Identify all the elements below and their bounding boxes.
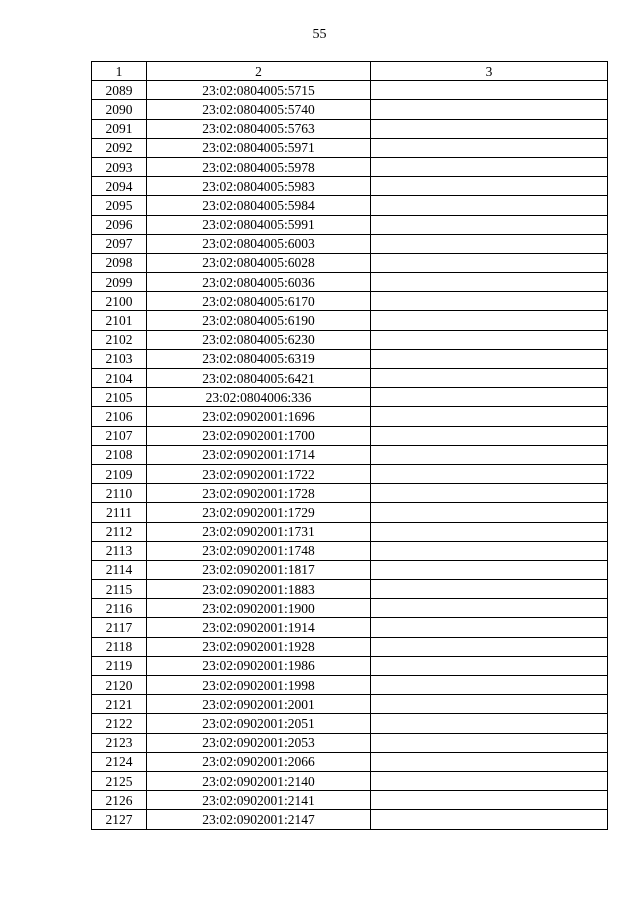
row-number-cell: 2112 (92, 522, 147, 541)
row-number-cell: 2115 (92, 580, 147, 599)
table-row (92, 464, 608, 483)
cadastral-number-cell: 23:02:0902001:1696 (147, 407, 371, 426)
notes-cell (371, 330, 608, 349)
row-number-cell: 2121 (92, 695, 147, 714)
table-row (92, 157, 608, 176)
table-row (92, 369, 608, 388)
row-number-cell: 2101 (92, 311, 147, 330)
cadastral-number-cell: 23:02:0804005:6421 (147, 369, 371, 388)
cadastral-number-cell: 23:02:0902001:2147 (147, 810, 371, 829)
row-number-cell: 2102 (92, 330, 147, 349)
row-number-cell: 2104 (92, 369, 147, 388)
notes-cell (371, 560, 608, 579)
row-number-cell: 2106 (92, 407, 147, 426)
row-number-cell: 2120 (92, 676, 147, 695)
table-row (92, 273, 608, 292)
cadastral-number-cell: 23:02:0902001:2051 (147, 714, 371, 733)
row-number-cell: 2099 (92, 273, 147, 292)
row-number-cell: 2091 (92, 119, 147, 138)
table-row (92, 234, 608, 253)
table-row (92, 138, 608, 157)
table-row (92, 676, 608, 695)
table-row (92, 445, 608, 464)
notes-cell (371, 771, 608, 790)
row-number-cell: 2117 (92, 618, 147, 637)
notes-cell (371, 580, 608, 599)
notes-cell (371, 599, 608, 618)
notes-cell (371, 810, 608, 829)
page-number: 55 (312, 27, 327, 42)
row-number-cell: 2094 (92, 177, 147, 196)
row-number-cell: 2111 (92, 503, 147, 522)
row-number-cell: 2110 (92, 484, 147, 503)
row-number-cell: 2089 (92, 81, 147, 100)
notes-cell (371, 752, 608, 771)
notes-cell (371, 637, 608, 656)
cadastral-number-cell: 23:02:0804005:5978 (147, 157, 371, 176)
row-number-cell: 2126 (92, 791, 147, 810)
column-header-2: 2 (147, 62, 371, 81)
notes-cell (371, 157, 608, 176)
cadastral-number-cell: 23:02:0804005:5991 (147, 215, 371, 234)
notes-cell (371, 484, 608, 503)
cadastral-number-cell: 23:02:0902001:1998 (147, 676, 371, 695)
table-row (92, 196, 608, 215)
notes-cell (371, 253, 608, 272)
table-row (92, 560, 608, 579)
notes-cell (371, 426, 608, 445)
cadastral-number-cell: 23:02:0804005:6230 (147, 330, 371, 349)
cadastral-number-cell: 23:02:0902001:1729 (147, 503, 371, 522)
table-body (92, 81, 608, 829)
cadastral-number-cell: 23:02:0804005:6036 (147, 273, 371, 292)
row-number-cell: 2105 (92, 388, 147, 407)
notes-cell (371, 369, 608, 388)
row-number-cell: 2097 (92, 234, 147, 253)
cadastral-number-cell: 23:02:0902001:2140 (147, 771, 371, 790)
table-row (92, 503, 608, 522)
row-number-cell: 2119 (92, 656, 147, 675)
table-row (92, 388, 608, 407)
cadastral-number-cell: 23:02:0902001:2053 (147, 733, 371, 752)
cadastral-number-cell: 23:02:0804005:6170 (147, 292, 371, 311)
notes-cell (371, 464, 608, 483)
row-number-cell: 2107 (92, 426, 147, 445)
table-row (92, 656, 608, 675)
row-number-cell: 2123 (92, 733, 147, 752)
notes-cell (371, 349, 608, 368)
cadastral-number-cell: 23:02:0902001:1986 (147, 656, 371, 675)
table-header-row (92, 62, 608, 81)
notes-cell (371, 196, 608, 215)
cadastral-number-cell: 23:02:0902001:1883 (147, 580, 371, 599)
row-number-cell: 2127 (92, 810, 147, 829)
table-row (92, 330, 608, 349)
table-row (92, 599, 608, 618)
notes-cell (371, 445, 608, 464)
table-row (92, 752, 608, 771)
table-row (92, 541, 608, 560)
notes-cell (371, 733, 608, 752)
cadastral-number-cell: 23:02:0804005:6028 (147, 253, 371, 272)
row-number-cell: 2118 (92, 637, 147, 656)
notes-cell (371, 100, 608, 119)
table-row (92, 292, 608, 311)
row-number-cell: 2096 (92, 215, 147, 234)
notes-cell (371, 138, 608, 157)
cadastral-number-cell: 23:02:0902001:1731 (147, 522, 371, 541)
cadastral-number-cell: 23:02:0804005:5971 (147, 138, 371, 157)
notes-cell (371, 234, 608, 253)
cadastral-number-cell: 23:02:0902001:1748 (147, 541, 371, 560)
cadastral-number-cell: 23:02:0902001:1728 (147, 484, 371, 503)
table-row (92, 695, 608, 714)
row-number-cell: 2093 (92, 157, 147, 176)
row-number-cell: 2098 (92, 253, 147, 272)
notes-cell (371, 273, 608, 292)
table-row (92, 100, 608, 119)
table-row (92, 771, 608, 790)
cadastral-number-cell: 23:02:0804005:5983 (147, 177, 371, 196)
cadastral-number-cell: 23:02:0902001:1928 (147, 637, 371, 656)
table-row (92, 426, 608, 445)
cadastral-number-cell: 23:02:0902001:1914 (147, 618, 371, 637)
notes-cell (371, 522, 608, 541)
cadastral-number-cell: 23:02:0804005:6003 (147, 234, 371, 253)
notes-cell (371, 215, 608, 234)
cadastral-number-cell: 23:02:0804005:5715 (147, 81, 371, 100)
cadastral-number-cell: 23:02:0804005:5740 (147, 100, 371, 119)
table-row (92, 177, 608, 196)
table-row (92, 637, 608, 656)
table-row (92, 407, 608, 426)
notes-cell (371, 311, 608, 330)
table-row (92, 522, 608, 541)
cadastral-number-cell: 23:02:0804005:6190 (147, 311, 371, 330)
row-number-cell: 2124 (92, 752, 147, 771)
row-number-cell: 2116 (92, 599, 147, 618)
cadastral-number-cell: 23:02:0902001:2141 (147, 791, 371, 810)
row-number-cell: 2122 (92, 714, 147, 733)
cadastral-number-cell: 23:02:0804006:336 (147, 388, 371, 407)
cadastral-table (91, 61, 608, 830)
row-number-cell: 2114 (92, 560, 147, 579)
table-row (92, 215, 608, 234)
table-row (92, 253, 608, 272)
table-row (92, 311, 608, 330)
row-number-cell: 2113 (92, 541, 147, 560)
notes-cell (371, 791, 608, 810)
table-row (92, 349, 608, 368)
column-header-1: 1 (92, 62, 147, 81)
table-row (92, 810, 608, 829)
notes-cell (371, 177, 608, 196)
cadastral-number-cell: 23:02:0804005:5984 (147, 196, 371, 215)
table-row (92, 81, 608, 100)
table-row (92, 119, 608, 138)
row-number-cell: 2092 (92, 138, 147, 157)
cadastral-number-cell: 23:02:0902001:2001 (147, 695, 371, 714)
row-number-cell: 2108 (92, 445, 147, 464)
table-row (92, 733, 608, 752)
cadastral-number-cell: 23:02:0902001:1817 (147, 560, 371, 579)
row-number-cell: 2109 (92, 464, 147, 483)
row-number-cell: 2100 (92, 292, 147, 311)
row-number-cell: 2095 (92, 196, 147, 215)
cadastral-number-cell: 23:02:0902001:1900 (147, 599, 371, 618)
row-number-cell: 2103 (92, 349, 147, 368)
notes-cell (371, 714, 608, 733)
notes-cell (371, 656, 608, 675)
notes-cell (371, 541, 608, 560)
table-row (92, 484, 608, 503)
table-row (92, 714, 608, 733)
cadastral-number-cell: 23:02:0804005:6319 (147, 349, 371, 368)
notes-cell (371, 407, 608, 426)
row-number-cell: 2125 (92, 771, 147, 790)
cadastral-number-cell: 23:02:0902001:2066 (147, 752, 371, 771)
cadastral-number-cell: 23:02:0902001:1700 (147, 426, 371, 445)
notes-cell (371, 695, 608, 714)
table-row (92, 580, 608, 599)
notes-cell (371, 618, 608, 637)
cadastral-number-cell: 23:02:0902001:1722 (147, 464, 371, 483)
column-header-3: 3 (371, 62, 608, 81)
notes-cell (371, 388, 608, 407)
notes-cell (371, 119, 608, 138)
notes-cell (371, 503, 608, 522)
notes-cell (371, 676, 608, 695)
table-row (92, 618, 608, 637)
row-number-cell: 2090 (92, 100, 147, 119)
cadastral-number-cell: 23:02:0804005:5763 (147, 119, 371, 138)
notes-cell (371, 292, 608, 311)
table-row (92, 791, 608, 810)
cadastral-number-cell: 23:02:0902001:1714 (147, 445, 371, 464)
notes-cell (371, 81, 608, 100)
